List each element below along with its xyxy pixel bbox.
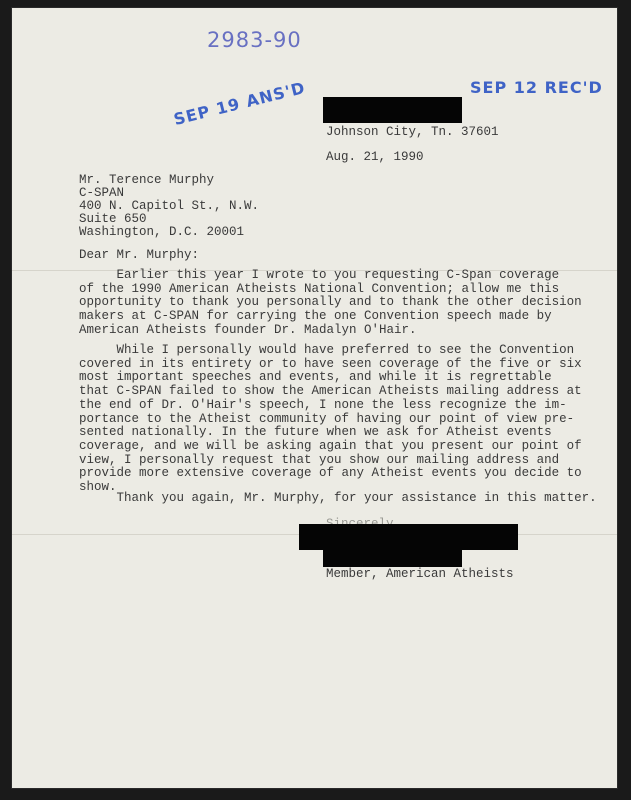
handwritten-reference-number: 2983-90 xyxy=(207,28,302,52)
recipient-name: Mr. Terence Murphy xyxy=(79,173,215,187)
body-paragraph-1: Earlier this year I wrote to you requesting C-Span coverage of the 1990 American Atheists National Convention; allow me this opportunity to thank you personally and to thank the other decision makers at C-SPAN for carrying the one Convention speech made by American Atheists founder Dr. Madalyn O'Hair. xyxy=(79,268,582,337)
letter-page xyxy=(12,8,617,788)
recipient-suite: Suite 650 xyxy=(79,212,147,226)
recipient-city: Washington, D.C. 20001 xyxy=(79,225,245,239)
answered-date-stamp: SEP 19 ANS'D xyxy=(171,77,308,130)
received-date-stamp: SEP 12 REC'D xyxy=(470,78,603,97)
body-paragraph-3: Thank you again, Mr. Murphy, for your assistance in this matter. xyxy=(79,491,597,505)
sender-city-line: Johnson City, Tn. 37601 xyxy=(326,125,499,139)
redacted-sender-name xyxy=(323,97,462,123)
letter-date: Aug. 21, 1990 xyxy=(326,150,424,164)
recipient-organization: C-SPAN xyxy=(79,186,125,200)
sender-title: Member, American Atheists xyxy=(326,567,514,581)
body-paragraph-2: While I personally would have preferred to see the Convention covered in its entirety or to have seen coverage of the five or six most important speeches and events, and while it is regrettable that C-SPAN failed to show the American Atheists mailing address at the end of Dr. O'Hair's speech, I none the less recognize the im- portance to the Atheist community of having our point of view pre- sented nationally. In the future when we ask for Atheist events coverage, and we will be asking again that you present our point of view, I personally request that you show our mailing address and provide more extensive coverage of any Atheist events you decide to show. xyxy=(79,343,582,495)
salutation: Dear Mr. Murphy: xyxy=(79,248,200,262)
recipient-street: 400 N. Capitol St., N.W. xyxy=(79,199,260,213)
redacted-typed-name xyxy=(323,549,462,567)
redacted-signature xyxy=(299,524,518,550)
